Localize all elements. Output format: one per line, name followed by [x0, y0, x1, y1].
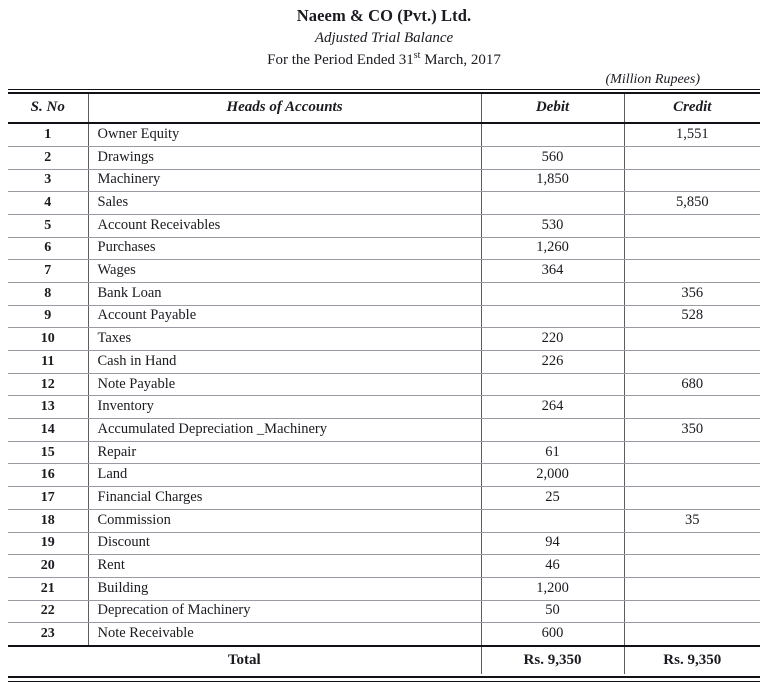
row-credit-amount: 35 [624, 509, 760, 532]
row-debit-amount: 530 [481, 214, 624, 237]
table-row [8, 282, 760, 305]
row-serial-number: 12 [8, 373, 88, 396]
row-account-head: Commission [88, 509, 481, 532]
row-account-head: Inventory [88, 396, 481, 419]
table-row [8, 441, 760, 464]
row-serial-number: 5 [8, 214, 88, 237]
table-row [8, 577, 760, 600]
row-debit-amount: 46 [481, 555, 624, 578]
report-period [0, 50, 768, 70]
row-debit-amount: 220 [481, 328, 624, 351]
row-serial-number: 4 [8, 192, 88, 215]
row-serial-number: 14 [8, 419, 88, 442]
row-debit-amount: 264 [481, 396, 624, 419]
row-debit-amount: 600 [481, 623, 624, 646]
row-credit-amount [624, 237, 760, 260]
row-credit-amount [624, 169, 760, 192]
table-row [8, 532, 760, 555]
row-credit-amount: 680 [624, 373, 760, 396]
total-row [8, 646, 760, 674]
row-serial-number: 2 [8, 146, 88, 169]
units-note-row [8, 70, 760, 89]
table-row [8, 396, 760, 419]
table-row [8, 192, 760, 215]
total-credit: Rs. 9,350 [624, 646, 760, 674]
table-header [8, 93, 760, 123]
trial-balance-table [8, 92, 760, 674]
row-serial-number: 22 [8, 600, 88, 623]
row-credit-amount [624, 487, 760, 510]
row-serial-number: 16 [8, 464, 88, 487]
row-debit-amount: 25 [481, 487, 624, 510]
row-debit-amount: 2,000 [481, 464, 624, 487]
row-debit-amount [481, 192, 624, 215]
table-row [8, 169, 760, 192]
row-debit-amount: 50 [481, 600, 624, 623]
row-serial-number: 18 [8, 509, 88, 532]
row-credit-amount [624, 396, 760, 419]
table-row [8, 305, 760, 328]
row-debit-amount [481, 123, 624, 146]
row-debit-amount: 1,260 [481, 237, 624, 260]
row-debit-amount [481, 509, 624, 532]
table-row [8, 237, 760, 260]
table-header-row [8, 93, 760, 123]
row-credit-amount [624, 532, 760, 555]
row-account-head: Drawings [88, 146, 481, 169]
trial-balance-table-wrapper [8, 89, 760, 674]
column-header-debit: Debit [481, 93, 624, 123]
row-debit-amount [481, 373, 624, 396]
row-account-head: Account Receivables [88, 214, 481, 237]
row-account-head: Sales [88, 192, 481, 215]
row-account-head: Land [88, 464, 481, 487]
row-credit-amount [624, 351, 760, 374]
row-serial-number: 15 [8, 441, 88, 464]
row-debit-amount: 61 [481, 441, 624, 464]
row-serial-number: 6 [8, 237, 88, 260]
row-credit-amount [624, 214, 760, 237]
row-credit-amount: 5,850 [624, 192, 760, 215]
table-row [8, 373, 760, 396]
row-debit-amount: 94 [481, 532, 624, 555]
table-row [8, 214, 760, 237]
row-account-head: Note Payable [88, 373, 481, 396]
row-account-head: Building [88, 577, 481, 600]
row-account-head: Wages [88, 260, 481, 283]
row-debit-amount [481, 305, 624, 328]
table-row [8, 351, 760, 374]
table-row [8, 623, 760, 646]
period-suffix: March, 2017 [420, 51, 501, 68]
row-serial-number: 23 [8, 623, 88, 646]
row-credit-amount [624, 577, 760, 600]
column-header-credit: Credit [624, 93, 760, 123]
row-debit-amount [481, 282, 624, 305]
row-account-head: Financial Charges [88, 487, 481, 510]
table-row [8, 123, 760, 146]
table-row [8, 487, 760, 510]
row-account-head: Note Receivable [88, 623, 481, 646]
row-account-head: Deprecation of Machinery [88, 600, 481, 623]
table-body [8, 123, 760, 646]
row-credit-amount [624, 600, 760, 623]
row-serial-number: 9 [8, 305, 88, 328]
row-serial-number: 1 [8, 123, 88, 146]
row-credit-amount: 528 [624, 305, 760, 328]
table-row [8, 328, 760, 351]
row-serial-number: 8 [8, 282, 88, 305]
row-credit-amount: 356 [624, 282, 760, 305]
row-account-head: Bank Loan [88, 282, 481, 305]
row-credit-amount [624, 441, 760, 464]
row-credit-amount [624, 464, 760, 487]
row-credit-amount [624, 623, 760, 646]
row-account-head: Machinery [88, 169, 481, 192]
units-note: (Million Rupees) [605, 72, 700, 88]
total-debit: Rs. 9,350 [481, 646, 624, 674]
column-header-sno: S. No [8, 93, 88, 123]
table-row [8, 555, 760, 578]
row-credit-amount: 350 [624, 419, 760, 442]
row-credit-amount [624, 146, 760, 169]
row-debit-amount: 364 [481, 260, 624, 283]
row-serial-number: 11 [8, 351, 88, 374]
row-credit-amount [624, 555, 760, 578]
row-serial-number: 3 [8, 169, 88, 192]
row-debit-amount: 560 [481, 146, 624, 169]
table-row [8, 509, 760, 532]
row-account-head: Repair [88, 441, 481, 464]
row-account-head: Discount [88, 532, 481, 555]
table-row [8, 260, 760, 283]
row-credit-amount [624, 328, 760, 351]
table-row [8, 419, 760, 442]
row-account-head: Rent [88, 555, 481, 578]
row-serial-number: 19 [8, 532, 88, 555]
row-serial-number: 21 [8, 577, 88, 600]
table-row [8, 146, 760, 169]
row-account-head: Cash in Hand [88, 351, 481, 374]
row-serial-number: 17 [8, 487, 88, 510]
row-debit-amount: 226 [481, 351, 624, 374]
row-serial-number: 7 [8, 260, 88, 283]
row-serial-number: 20 [8, 555, 88, 578]
row-debit-amount [481, 419, 624, 442]
row-serial-number: 13 [8, 396, 88, 419]
period-prefix: For the Period Ended 31 [267, 51, 414, 68]
row-serial-number: 10 [8, 328, 88, 351]
table-row [8, 464, 760, 487]
row-account-head: Purchases [88, 237, 481, 260]
row-account-head: Owner Equity [88, 123, 481, 146]
row-debit-amount: 1,200 [481, 577, 624, 600]
column-header-heads-of-accounts: Heads of Accounts [88, 93, 481, 123]
company-name: Naeem & CO (Pvt.) Ltd. [296, 6, 472, 25]
period-ordinal-suffix: st [413, 49, 421, 61]
row-credit-amount: 1,551 [624, 123, 760, 146]
total-label: Total [8, 646, 481, 674]
document-header [0, 0, 768, 70]
row-credit-amount [624, 260, 760, 283]
table-row [8, 600, 760, 623]
row-account-head: Account Payable [88, 305, 481, 328]
table-footer [8, 646, 760, 674]
row-account-head: Accumulated Depreciation _Machinery [88, 419, 481, 442]
row-debit-amount: 1,850 [481, 169, 624, 192]
report-title: Adjusted Trial Balance [314, 29, 454, 46]
row-account-head: Taxes [88, 328, 481, 351]
